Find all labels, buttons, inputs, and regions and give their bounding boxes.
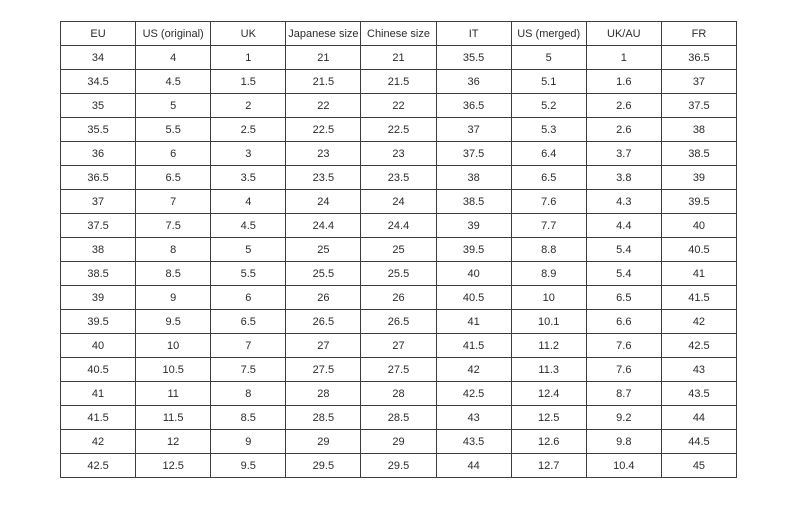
table-cell: 2.6 <box>586 94 661 118</box>
table-cell: 40 <box>661 214 736 238</box>
table-cell: 4.5 <box>211 214 286 238</box>
table-cell: 36 <box>61 142 136 166</box>
table-cell: 9.8 <box>586 430 661 454</box>
table-cell: 7.5 <box>136 214 211 238</box>
table-cell: 1.5 <box>211 70 286 94</box>
table-cell: 38.5 <box>61 262 136 286</box>
table-row <box>61 46 737 70</box>
table-cell: 3.8 <box>586 166 661 190</box>
table-cell: 44 <box>661 406 736 430</box>
table-row <box>61 118 737 142</box>
table-row <box>61 238 737 262</box>
table-cell: 37.5 <box>661 94 736 118</box>
table-cell: 7 <box>211 334 286 358</box>
table-cell: 26.5 <box>361 310 436 334</box>
table-cell: 38.5 <box>436 190 511 214</box>
table-cell: 29.5 <box>361 454 436 478</box>
table-row <box>61 310 737 334</box>
table-row <box>61 406 737 430</box>
table-cell: 29 <box>361 430 436 454</box>
table-cell: 2 <box>211 94 286 118</box>
table-cell: 6.5 <box>136 166 211 190</box>
table-cell: 2.6 <box>586 118 661 142</box>
table-cell: 25.5 <box>361 262 436 286</box>
table-cell: 5.5 <box>136 118 211 142</box>
table-cell: 28.5 <box>361 406 436 430</box>
table-row <box>61 262 737 286</box>
table-cell: 38 <box>436 166 511 190</box>
table-cell: 5.2 <box>511 94 586 118</box>
table-cell: 38.5 <box>661 142 736 166</box>
table-cell: 41 <box>661 262 736 286</box>
table-cell: 1 <box>586 46 661 70</box>
table-cell: 23.5 <box>361 166 436 190</box>
table-cell: 27.5 <box>361 358 436 382</box>
table-cell: 8.8 <box>511 238 586 262</box>
table-cell: 11.5 <box>136 406 211 430</box>
table-cell: 6 <box>211 286 286 310</box>
table-cell: 43.5 <box>661 382 736 406</box>
table-cell: 36.5 <box>61 166 136 190</box>
table-cell: 42 <box>436 358 511 382</box>
table-cell: 40.5 <box>661 238 736 262</box>
table-cell: 29.5 <box>286 454 361 478</box>
table-cell: 37 <box>436 118 511 142</box>
table-cell: 39 <box>436 214 511 238</box>
table-cell: 34 <box>61 46 136 70</box>
table-cell: 9.2 <box>586 406 661 430</box>
column-header: IT <box>436 22 511 46</box>
table-cell: 40.5 <box>61 358 136 382</box>
table-cell: 26 <box>286 286 361 310</box>
table-cell: 24.4 <box>361 214 436 238</box>
table-cell: 10.5 <box>136 358 211 382</box>
table-cell: 43 <box>436 406 511 430</box>
table-cell: 12.6 <box>511 430 586 454</box>
table-cell: 10 <box>136 334 211 358</box>
table-cell: 43.5 <box>436 430 511 454</box>
table-cell: 3 <box>211 142 286 166</box>
table-cell: 8 <box>211 382 286 406</box>
table-cell: 21.5 <box>361 70 436 94</box>
table-cell: 9.5 <box>211 454 286 478</box>
table-row <box>61 166 737 190</box>
table-row <box>61 286 737 310</box>
table-cell: 40.5 <box>436 286 511 310</box>
table-row <box>61 70 737 94</box>
table-cell: 6.5 <box>586 286 661 310</box>
table-cell: 6.6 <box>586 310 661 334</box>
table-cell: 3.7 <box>586 142 661 166</box>
table-cell: 6.5 <box>511 166 586 190</box>
table-cell: 39.5 <box>661 190 736 214</box>
table-cell: 21 <box>286 46 361 70</box>
table-cell: 5.4 <box>586 262 661 286</box>
table-cell: 9 <box>211 430 286 454</box>
table-cell: 22 <box>361 94 436 118</box>
table-cell: 27.5 <box>286 358 361 382</box>
table-cell: 12.7 <box>511 454 586 478</box>
table-cell: 43 <box>661 358 736 382</box>
table-cell: 39 <box>61 286 136 310</box>
table-cell: 23 <box>361 142 436 166</box>
table-cell: 8.5 <box>136 262 211 286</box>
table-cell: 35.5 <box>436 46 511 70</box>
table-cell: 40 <box>436 262 511 286</box>
table-cell: 36.5 <box>661 46 736 70</box>
table-cell: 34.5 <box>61 70 136 94</box>
table-cell: 4 <box>211 190 286 214</box>
table-cell: 4.3 <box>586 190 661 214</box>
table-cell: 7.6 <box>586 358 661 382</box>
table-cell: 12 <box>136 430 211 454</box>
table-cell: 24.4 <box>286 214 361 238</box>
size-chart-table <box>60 21 737 478</box>
table-cell: 37.5 <box>61 214 136 238</box>
table-cell: 23 <box>286 142 361 166</box>
table-cell: 24 <box>361 190 436 214</box>
column-header: Japanese size <box>286 22 361 46</box>
table-cell: 36 <box>436 70 511 94</box>
table-cell: 7.5 <box>211 358 286 382</box>
table-cell: 45 <box>661 454 736 478</box>
table-row <box>61 142 737 166</box>
table-cell: 28 <box>361 382 436 406</box>
table-cell: 27 <box>286 334 361 358</box>
table-cell: 44 <box>436 454 511 478</box>
table-cell: 41.5 <box>436 334 511 358</box>
table-cell: 28 <box>286 382 361 406</box>
table-cell: 42.5 <box>661 334 736 358</box>
table-row <box>61 454 737 478</box>
column-header: Chinese size <box>361 22 436 46</box>
table-cell: 42.5 <box>61 454 136 478</box>
table-cell: 7.6 <box>511 190 586 214</box>
table-cell: 40 <box>61 334 136 358</box>
table-cell: 25 <box>361 238 436 262</box>
table-cell: 5.3 <box>511 118 586 142</box>
table-cell: 10 <box>511 286 586 310</box>
table-cell: 5.5 <box>211 262 286 286</box>
table-cell: 3.5 <box>211 166 286 190</box>
table-cell: 6.4 <box>511 142 586 166</box>
column-header: UK <box>211 22 286 46</box>
table-cell: 23.5 <box>286 166 361 190</box>
column-header: EU <box>61 22 136 46</box>
table-cell: 36.5 <box>436 94 511 118</box>
table-cell: 41 <box>436 310 511 334</box>
table-cell: 5.4 <box>586 238 661 262</box>
table-cell: 25.5 <box>286 262 361 286</box>
table-row <box>61 334 737 358</box>
table-row <box>61 94 737 118</box>
table-row <box>61 382 737 406</box>
table-cell: 26 <box>361 286 436 310</box>
table-cell: 39 <box>661 166 736 190</box>
table-cell: 41 <box>61 382 136 406</box>
table-cell: 4.4 <box>586 214 661 238</box>
table-cell: 11.2 <box>511 334 586 358</box>
table-cell: 12.5 <box>136 454 211 478</box>
table-cell: 42 <box>661 310 736 334</box>
table-cell: 5 <box>511 46 586 70</box>
table-cell: 12.4 <box>511 382 586 406</box>
column-header: FR <box>661 22 736 46</box>
table-cell: 25 <box>286 238 361 262</box>
table-cell: 5 <box>136 94 211 118</box>
table-cell: 9 <box>136 286 211 310</box>
column-header: US (original) <box>136 22 211 46</box>
table-cell: 4.5 <box>136 70 211 94</box>
table-cell: 1.6 <box>586 70 661 94</box>
table-cell: 35 <box>61 94 136 118</box>
table-row <box>61 430 737 454</box>
table-cell: 21 <box>361 46 436 70</box>
table-cell: 7.6 <box>586 334 661 358</box>
table-cell: 42 <box>61 430 136 454</box>
table-row <box>61 358 737 382</box>
table-cell: 8.9 <box>511 262 586 286</box>
table-cell: 38 <box>661 118 736 142</box>
header-row <box>61 22 737 46</box>
table-cell: 39.5 <box>436 238 511 262</box>
table-cell: 6.5 <box>211 310 286 334</box>
table-cell: 41.5 <box>61 406 136 430</box>
table-cell: 2.5 <box>211 118 286 142</box>
table-cell: 35.5 <box>61 118 136 142</box>
table-cell: 21.5 <box>286 70 361 94</box>
table-cell: 7.7 <box>511 214 586 238</box>
table-cell: 37 <box>661 70 736 94</box>
table-cell: 5.1 <box>511 70 586 94</box>
table-cell: 7 <box>136 190 211 214</box>
table-cell: 8 <box>136 238 211 262</box>
table-cell: 28.5 <box>286 406 361 430</box>
table-cell: 27 <box>361 334 436 358</box>
table-cell: 11 <box>136 382 211 406</box>
column-header: US (merged) <box>511 22 586 46</box>
table-cell: 5 <box>211 238 286 262</box>
table-row <box>61 214 737 238</box>
table-cell: 11.3 <box>511 358 586 382</box>
table-cell: 41.5 <box>661 286 736 310</box>
table-cell: 8.7 <box>586 382 661 406</box>
table-cell: 9.5 <box>136 310 211 334</box>
table-cell: 6 <box>136 142 211 166</box>
table-header <box>61 22 737 46</box>
table-cell: 24 <box>286 190 361 214</box>
table-cell: 39.5 <box>61 310 136 334</box>
table-body <box>61 46 737 478</box>
table-cell: 4 <box>136 46 211 70</box>
size-chart-container <box>60 21 737 478</box>
table-cell: 1 <box>211 46 286 70</box>
table-row <box>61 190 737 214</box>
table-cell: 44.5 <box>661 430 736 454</box>
table-cell: 29 <box>286 430 361 454</box>
table-cell: 22.5 <box>361 118 436 142</box>
table-cell: 26.5 <box>286 310 361 334</box>
table-cell: 22.5 <box>286 118 361 142</box>
table-cell: 38 <box>61 238 136 262</box>
table-cell: 12.5 <box>511 406 586 430</box>
table-cell: 10.1 <box>511 310 586 334</box>
table-cell: 42.5 <box>436 382 511 406</box>
table-cell: 22 <box>286 94 361 118</box>
table-cell: 37.5 <box>436 142 511 166</box>
table-cell: 37 <box>61 190 136 214</box>
table-cell: 8.5 <box>211 406 286 430</box>
table-cell: 10.4 <box>586 454 661 478</box>
column-header: UK/AU <box>586 22 661 46</box>
